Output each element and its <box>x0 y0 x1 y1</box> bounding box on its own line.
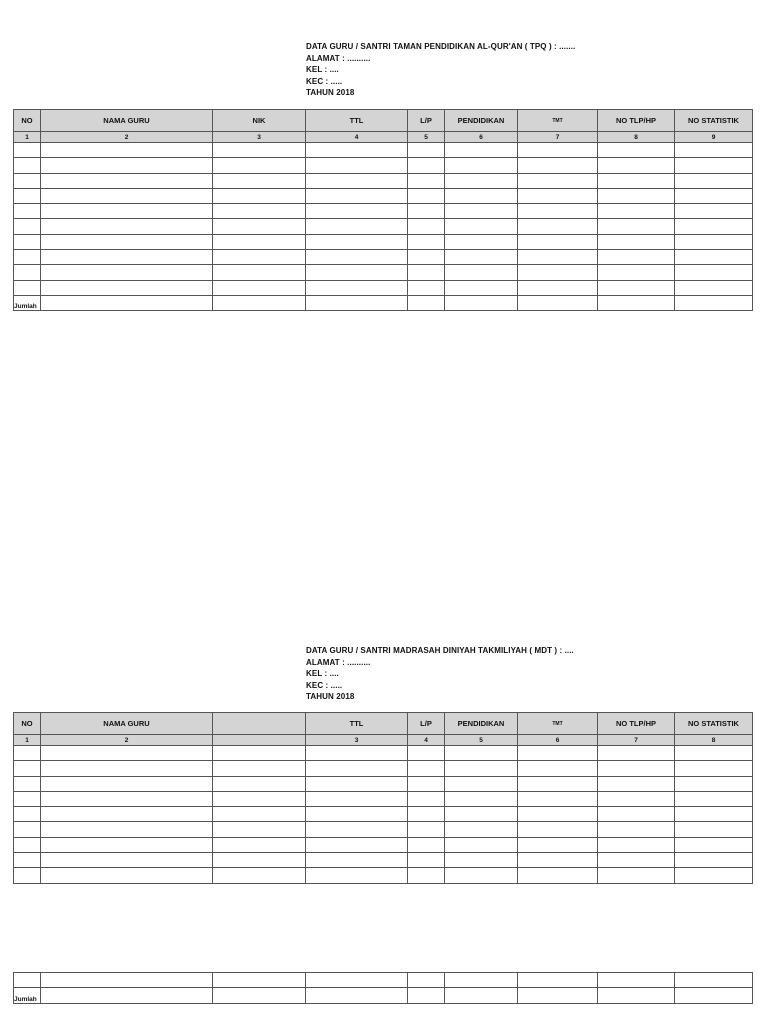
table-cell[interactable] <box>675 807 753 822</box>
num-cell: 7 <box>518 132 598 143</box>
table-cell[interactable] <box>306 853 408 868</box>
table-cell[interactable] <box>408 853 445 868</box>
section1-tahun: TAHUN 2018 <box>306 88 355 97</box>
table-cell[interactable] <box>518 265 598 280</box>
table-cell[interactable] <box>445 868 518 883</box>
table-cell[interactable] <box>598 219 675 234</box>
table-cell[interactable] <box>14 173 41 188</box>
table-row <box>14 807 753 822</box>
table-cell[interactable] <box>306 234 408 249</box>
table-cell[interactable] <box>306 265 408 280</box>
section1-jumlah-row <box>14 295 753 310</box>
table-cell[interactable] <box>445 143 518 158</box>
num-cell: 5 <box>408 132 445 143</box>
table-cell[interactable] <box>598 188 675 203</box>
table-cell[interactable] <box>408 791 445 806</box>
table-cell[interactable] <box>14 158 41 173</box>
table-cell[interactable] <box>14 868 41 883</box>
table-cell[interactable] <box>408 761 445 776</box>
table-cell[interactable] <box>598 807 675 822</box>
col-nik: NIK <box>213 110 306 132</box>
table-row <box>14 204 753 219</box>
table-cell[interactable] <box>598 143 675 158</box>
table-cell[interactable] <box>408 807 445 822</box>
table-cell[interactable] <box>445 807 518 822</box>
table-cell[interactable] <box>445 973 518 988</box>
table-cell[interactable] <box>408 204 445 219</box>
section2-table <box>13 712 753 884</box>
table-cell[interactable] <box>41 746 213 761</box>
col-lp: L/P <box>408 110 445 132</box>
table-cell[interactable] <box>675 173 753 188</box>
table-cell[interactable] <box>41 265 213 280</box>
table-cell[interactable] <box>41 204 213 219</box>
table-cell[interactable] <box>598 204 675 219</box>
table-cell[interactable] <box>675 295 753 310</box>
table-cell[interactable] <box>306 988 408 1003</box>
table-cell[interactable] <box>518 973 598 988</box>
table-cell[interactable] <box>306 158 408 173</box>
table-cell[interactable] <box>213 188 306 203</box>
table-cell[interactable] <box>518 853 598 868</box>
table-cell[interactable] <box>41 280 213 295</box>
table-cell[interactable] <box>41 143 213 158</box>
table-cell[interactable] <box>445 776 518 791</box>
table-cell[interactable] <box>213 280 306 295</box>
table-cell[interactable] <box>14 219 41 234</box>
table-cell[interactable] <box>213 868 306 883</box>
table-cell[interactable] <box>213 158 306 173</box>
table-row <box>14 868 753 883</box>
table-cell[interactable] <box>518 158 598 173</box>
table-cell[interactable] <box>518 280 598 295</box>
section1-header-row <box>14 110 753 132</box>
section1-alamat: ALAMAT : .......... <box>306 53 371 63</box>
table-cell[interactable] <box>213 973 306 988</box>
table-cell[interactable] <box>41 761 213 776</box>
table-cell[interactable] <box>213 173 306 188</box>
section2-kel: KEL : .... <box>306 669 339 678</box>
table-cell[interactable] <box>598 250 675 265</box>
table-cell[interactable] <box>14 280 41 295</box>
table-cell[interactable] <box>41 250 213 265</box>
section1-kec: KEC : ..... <box>306 76 343 86</box>
table-row <box>14 822 753 837</box>
table-cell[interactable] <box>408 746 445 761</box>
table-cell[interactable] <box>675 188 753 203</box>
table-cell[interactable] <box>14 973 41 988</box>
table-row <box>14 853 753 868</box>
table-cell[interactable] <box>518 188 598 203</box>
table-cell[interactable] <box>408 776 445 791</box>
table-cell[interactable] <box>41 173 213 188</box>
table-cell[interactable] <box>306 143 408 158</box>
table-row <box>14 973 753 988</box>
table-cell[interactable] <box>675 868 753 883</box>
table-cell[interactable] <box>598 791 675 806</box>
table-cell[interactable] <box>408 280 445 295</box>
table-cell[interactable] <box>445 265 518 280</box>
table-cell[interactable] <box>41 837 213 852</box>
table-row <box>14 837 753 852</box>
table-row <box>14 746 753 761</box>
section1-table <box>13 109 753 311</box>
table-cell[interactable] <box>306 173 408 188</box>
table-cell[interactable] <box>445 188 518 203</box>
section2-jumlah-table <box>13 972 753 1004</box>
table-cell[interactable] <box>41 776 213 791</box>
section1-header <box>306 41 575 99</box>
col-no-tlp: NO TLP/HP <box>598 713 675 735</box>
table-cell[interactable] <box>518 295 598 310</box>
table-cell[interactable] <box>14 746 41 761</box>
section2-header-row <box>14 713 753 735</box>
table-cell[interactable] <box>408 158 445 173</box>
table-cell[interactable] <box>445 219 518 234</box>
table-cell[interactable] <box>408 250 445 265</box>
table-cell[interactable] <box>598 265 675 280</box>
num-cell: 6 <box>445 132 518 143</box>
table-cell[interactable] <box>675 204 753 219</box>
table-cell[interactable] <box>445 280 518 295</box>
table-cell[interactable] <box>306 219 408 234</box>
num-cell: 1 <box>14 132 41 143</box>
col-no: NO <box>14 110 41 132</box>
table-cell[interactable] <box>14 853 41 868</box>
section2-alamat: ALAMAT : .......... <box>306 657 371 667</box>
table-row <box>14 280 753 295</box>
table-cell[interactable] <box>598 173 675 188</box>
table-cell[interactable] <box>598 295 675 310</box>
table-cell[interactable] <box>445 988 518 1003</box>
table-cell[interactable] <box>14 807 41 822</box>
table-cell[interactable] <box>675 791 753 806</box>
table-cell[interactable] <box>445 791 518 806</box>
table-cell[interactable] <box>675 853 753 868</box>
table-cell[interactable] <box>675 822 753 837</box>
num-cell: 4 <box>408 735 445 746</box>
table-cell[interactable] <box>598 776 675 791</box>
table-cell[interactable] <box>14 761 41 776</box>
table-cell[interactable] <box>213 988 306 1003</box>
table-cell[interactable] <box>41 295 213 310</box>
section2-header <box>306 645 574 703</box>
table-cell[interactable] <box>445 746 518 761</box>
table-cell[interactable] <box>445 173 518 188</box>
table-cell[interactable] <box>518 761 598 776</box>
table-cell[interactable] <box>598 761 675 776</box>
num-cell: 1 <box>14 735 41 746</box>
table-cell[interactable] <box>445 204 518 219</box>
section1-kel: KEL : .... <box>306 65 339 74</box>
table-cell[interactable] <box>213 746 306 761</box>
num-cell: 6 <box>518 735 598 746</box>
table-cell[interactable] <box>306 188 408 203</box>
table-cell[interactable] <box>445 853 518 868</box>
table-cell[interactable] <box>518 807 598 822</box>
table-cell[interactable] <box>518 250 598 265</box>
num-cell: 2 <box>41 735 213 746</box>
table-cell[interactable] <box>213 219 306 234</box>
table-cell[interactable] <box>445 158 518 173</box>
jumlah-label: Jumlah <box>14 295 41 310</box>
table-cell[interactable] <box>14 204 41 219</box>
table-cell[interactable] <box>306 776 408 791</box>
table-cell[interactable] <box>14 143 41 158</box>
table-row <box>14 219 753 234</box>
table-cell[interactable] <box>213 853 306 868</box>
col-tmt: TMT <box>518 110 598 132</box>
table-cell[interactable] <box>14 250 41 265</box>
table-cell[interactable] <box>408 295 445 310</box>
table-cell[interactable] <box>213 776 306 791</box>
table-row <box>14 250 753 265</box>
table-cell[interactable] <box>445 822 518 837</box>
table-row <box>14 265 753 280</box>
table-cell[interactable] <box>518 173 598 188</box>
table-cell[interactable] <box>518 219 598 234</box>
table-cell[interactable] <box>14 188 41 203</box>
col-pendidikan: PENDIDIKAN <box>445 110 518 132</box>
table-cell[interactable] <box>408 188 445 203</box>
table-cell[interactable] <box>213 837 306 852</box>
table-cell[interactable] <box>675 988 753 1003</box>
table-row <box>14 234 753 249</box>
table-cell[interactable] <box>408 837 445 852</box>
col-ttl: TTL <box>306 713 408 735</box>
table-cell[interactable] <box>598 746 675 761</box>
num-cell: 9 <box>675 132 753 143</box>
table-cell[interactable] <box>14 837 41 852</box>
table-cell[interactable] <box>675 761 753 776</box>
table-row <box>14 761 753 776</box>
col-no-statistik: NO STATISTIK <box>675 110 753 132</box>
table-cell[interactable] <box>408 143 445 158</box>
col-nama-guru: NAMA GURU <box>41 110 213 132</box>
table-cell[interactable] <box>41 807 213 822</box>
table-cell[interactable] <box>598 280 675 295</box>
section2-tahun: TAHUN 2018 <box>306 692 355 701</box>
table-cell[interactable] <box>213 143 306 158</box>
table-cell[interactable] <box>408 822 445 837</box>
table-cell[interactable] <box>306 822 408 837</box>
table-cell[interactable] <box>14 776 41 791</box>
col-no-statistik: NO STATISTIK <box>675 713 753 735</box>
col-pendidikan: PENDIDIKAN <box>445 713 518 735</box>
table-row <box>14 143 753 158</box>
table-cell[interactable] <box>598 158 675 173</box>
num-cell: 8 <box>598 132 675 143</box>
table-cell[interactable] <box>306 746 408 761</box>
col-lp: L/P <box>408 713 445 735</box>
table-cell[interactable] <box>445 295 518 310</box>
table-cell[interactable] <box>213 295 306 310</box>
table-cell[interactable] <box>675 250 753 265</box>
col-blank <box>213 713 306 735</box>
section2-title: DATA GURU / SANTRI MADRASAH DINIYAH TAKMILIYAH ( MDT ) : .... <box>306 646 574 655</box>
table-cell[interactable] <box>14 234 41 249</box>
table-cell[interactable] <box>408 868 445 883</box>
num-cell <box>213 735 306 746</box>
table-cell[interactable] <box>675 746 753 761</box>
table-cell[interactable] <box>41 973 213 988</box>
table-cell[interactable] <box>675 234 753 249</box>
section1-title: DATA GURU / SANTRI TAMAN PENDIDIKAN AL-QUR'AN ( TPQ ) : ....... <box>306 42 576 51</box>
table-cell[interactable] <box>518 204 598 219</box>
table-cell[interactable] <box>41 158 213 173</box>
table-cell[interactable] <box>306 761 408 776</box>
table-cell[interactable] <box>408 265 445 280</box>
table-cell[interactable] <box>675 143 753 158</box>
table-cell[interactable] <box>213 822 306 837</box>
table-cell[interactable] <box>41 868 213 883</box>
table-cell[interactable] <box>598 973 675 988</box>
table-cell[interactable] <box>306 973 408 988</box>
table-cell[interactable] <box>598 988 675 1003</box>
table-row <box>14 188 753 203</box>
table-cell[interactable] <box>675 265 753 280</box>
num-cell: 5 <box>445 735 518 746</box>
table-cell[interactable] <box>213 761 306 776</box>
table-cell[interactable] <box>518 988 598 1003</box>
table-cell[interactable] <box>598 868 675 883</box>
col-no: NO <box>14 713 41 735</box>
table-cell[interactable] <box>14 822 41 837</box>
section2-kec: KEC : ..... <box>306 680 343 690</box>
table-cell[interactable] <box>518 776 598 791</box>
table-cell[interactable] <box>306 791 408 806</box>
table-cell[interactable] <box>445 250 518 265</box>
table-cell[interactable] <box>518 822 598 837</box>
num-cell: 3 <box>306 735 408 746</box>
table-row <box>14 173 753 188</box>
section2-number-row <box>14 735 753 746</box>
jumlah-label: Jumlah <box>14 988 41 1003</box>
table-cell[interactable] <box>306 280 408 295</box>
col-tmt: TMT <box>518 713 598 735</box>
table-cell[interactable] <box>41 988 213 1003</box>
num-cell: 7 <box>598 735 675 746</box>
table-cell[interactable] <box>306 204 408 219</box>
table-cell[interactable] <box>306 295 408 310</box>
table-cell[interactable] <box>14 265 41 280</box>
col-ttl: TTL <box>306 110 408 132</box>
table-cell[interactable] <box>518 837 598 852</box>
table-cell[interactable] <box>14 791 41 806</box>
table-cell[interactable] <box>675 280 753 295</box>
table-cell[interactable] <box>213 807 306 822</box>
table-row <box>14 776 753 791</box>
table-cell[interactable] <box>445 761 518 776</box>
table-cell[interactable] <box>213 204 306 219</box>
table-cell[interactable] <box>598 822 675 837</box>
num-cell: 4 <box>306 132 408 143</box>
table-cell[interactable] <box>41 853 213 868</box>
table-cell[interactable] <box>41 822 213 837</box>
table-cell[interactable] <box>518 746 598 761</box>
table-cell[interactable] <box>518 868 598 883</box>
table-cell[interactable] <box>518 791 598 806</box>
table-cell[interactable] <box>41 219 213 234</box>
table-cell[interactable] <box>445 837 518 852</box>
table-cell[interactable] <box>408 234 445 249</box>
col-no-tlp: NO TLP/HP <box>598 110 675 132</box>
table-cell[interactable] <box>675 219 753 234</box>
table-cell[interactable] <box>41 791 213 806</box>
table-cell[interactable] <box>306 250 408 265</box>
table-cell[interactable] <box>306 868 408 883</box>
col-nama-guru: NAMA GURU <box>41 713 213 735</box>
table-cell[interactable] <box>518 234 598 249</box>
table-cell[interactable] <box>213 265 306 280</box>
table-cell[interactable] <box>675 973 753 988</box>
table-cell[interactable] <box>41 188 213 203</box>
table-cell[interactable] <box>213 250 306 265</box>
table-cell[interactable] <box>408 173 445 188</box>
table-cell[interactable] <box>408 973 445 988</box>
table-cell[interactable] <box>306 837 408 852</box>
table-cell[interactable] <box>213 234 306 249</box>
table-cell[interactable] <box>598 234 675 249</box>
table-cell[interactable] <box>213 791 306 806</box>
table-cell[interactable] <box>598 837 675 852</box>
table-cell[interactable] <box>675 837 753 852</box>
table-cell[interactable] <box>408 988 445 1003</box>
table-cell[interactable] <box>408 219 445 234</box>
num-cell: 2 <box>41 132 213 143</box>
table-cell[interactable] <box>445 234 518 249</box>
table-cell[interactable] <box>518 143 598 158</box>
table-cell[interactable] <box>41 234 213 249</box>
table-row <box>14 158 753 173</box>
num-cell: 3 <box>213 132 306 143</box>
section1-number-row <box>14 132 753 143</box>
num-cell: 8 <box>675 735 753 746</box>
table-cell[interactable] <box>598 853 675 868</box>
table-row <box>14 791 753 806</box>
section2-jumlah-row <box>14 988 753 1003</box>
table-cell[interactable] <box>675 776 753 791</box>
table-cell[interactable] <box>675 158 753 173</box>
table-cell[interactable] <box>306 807 408 822</box>
